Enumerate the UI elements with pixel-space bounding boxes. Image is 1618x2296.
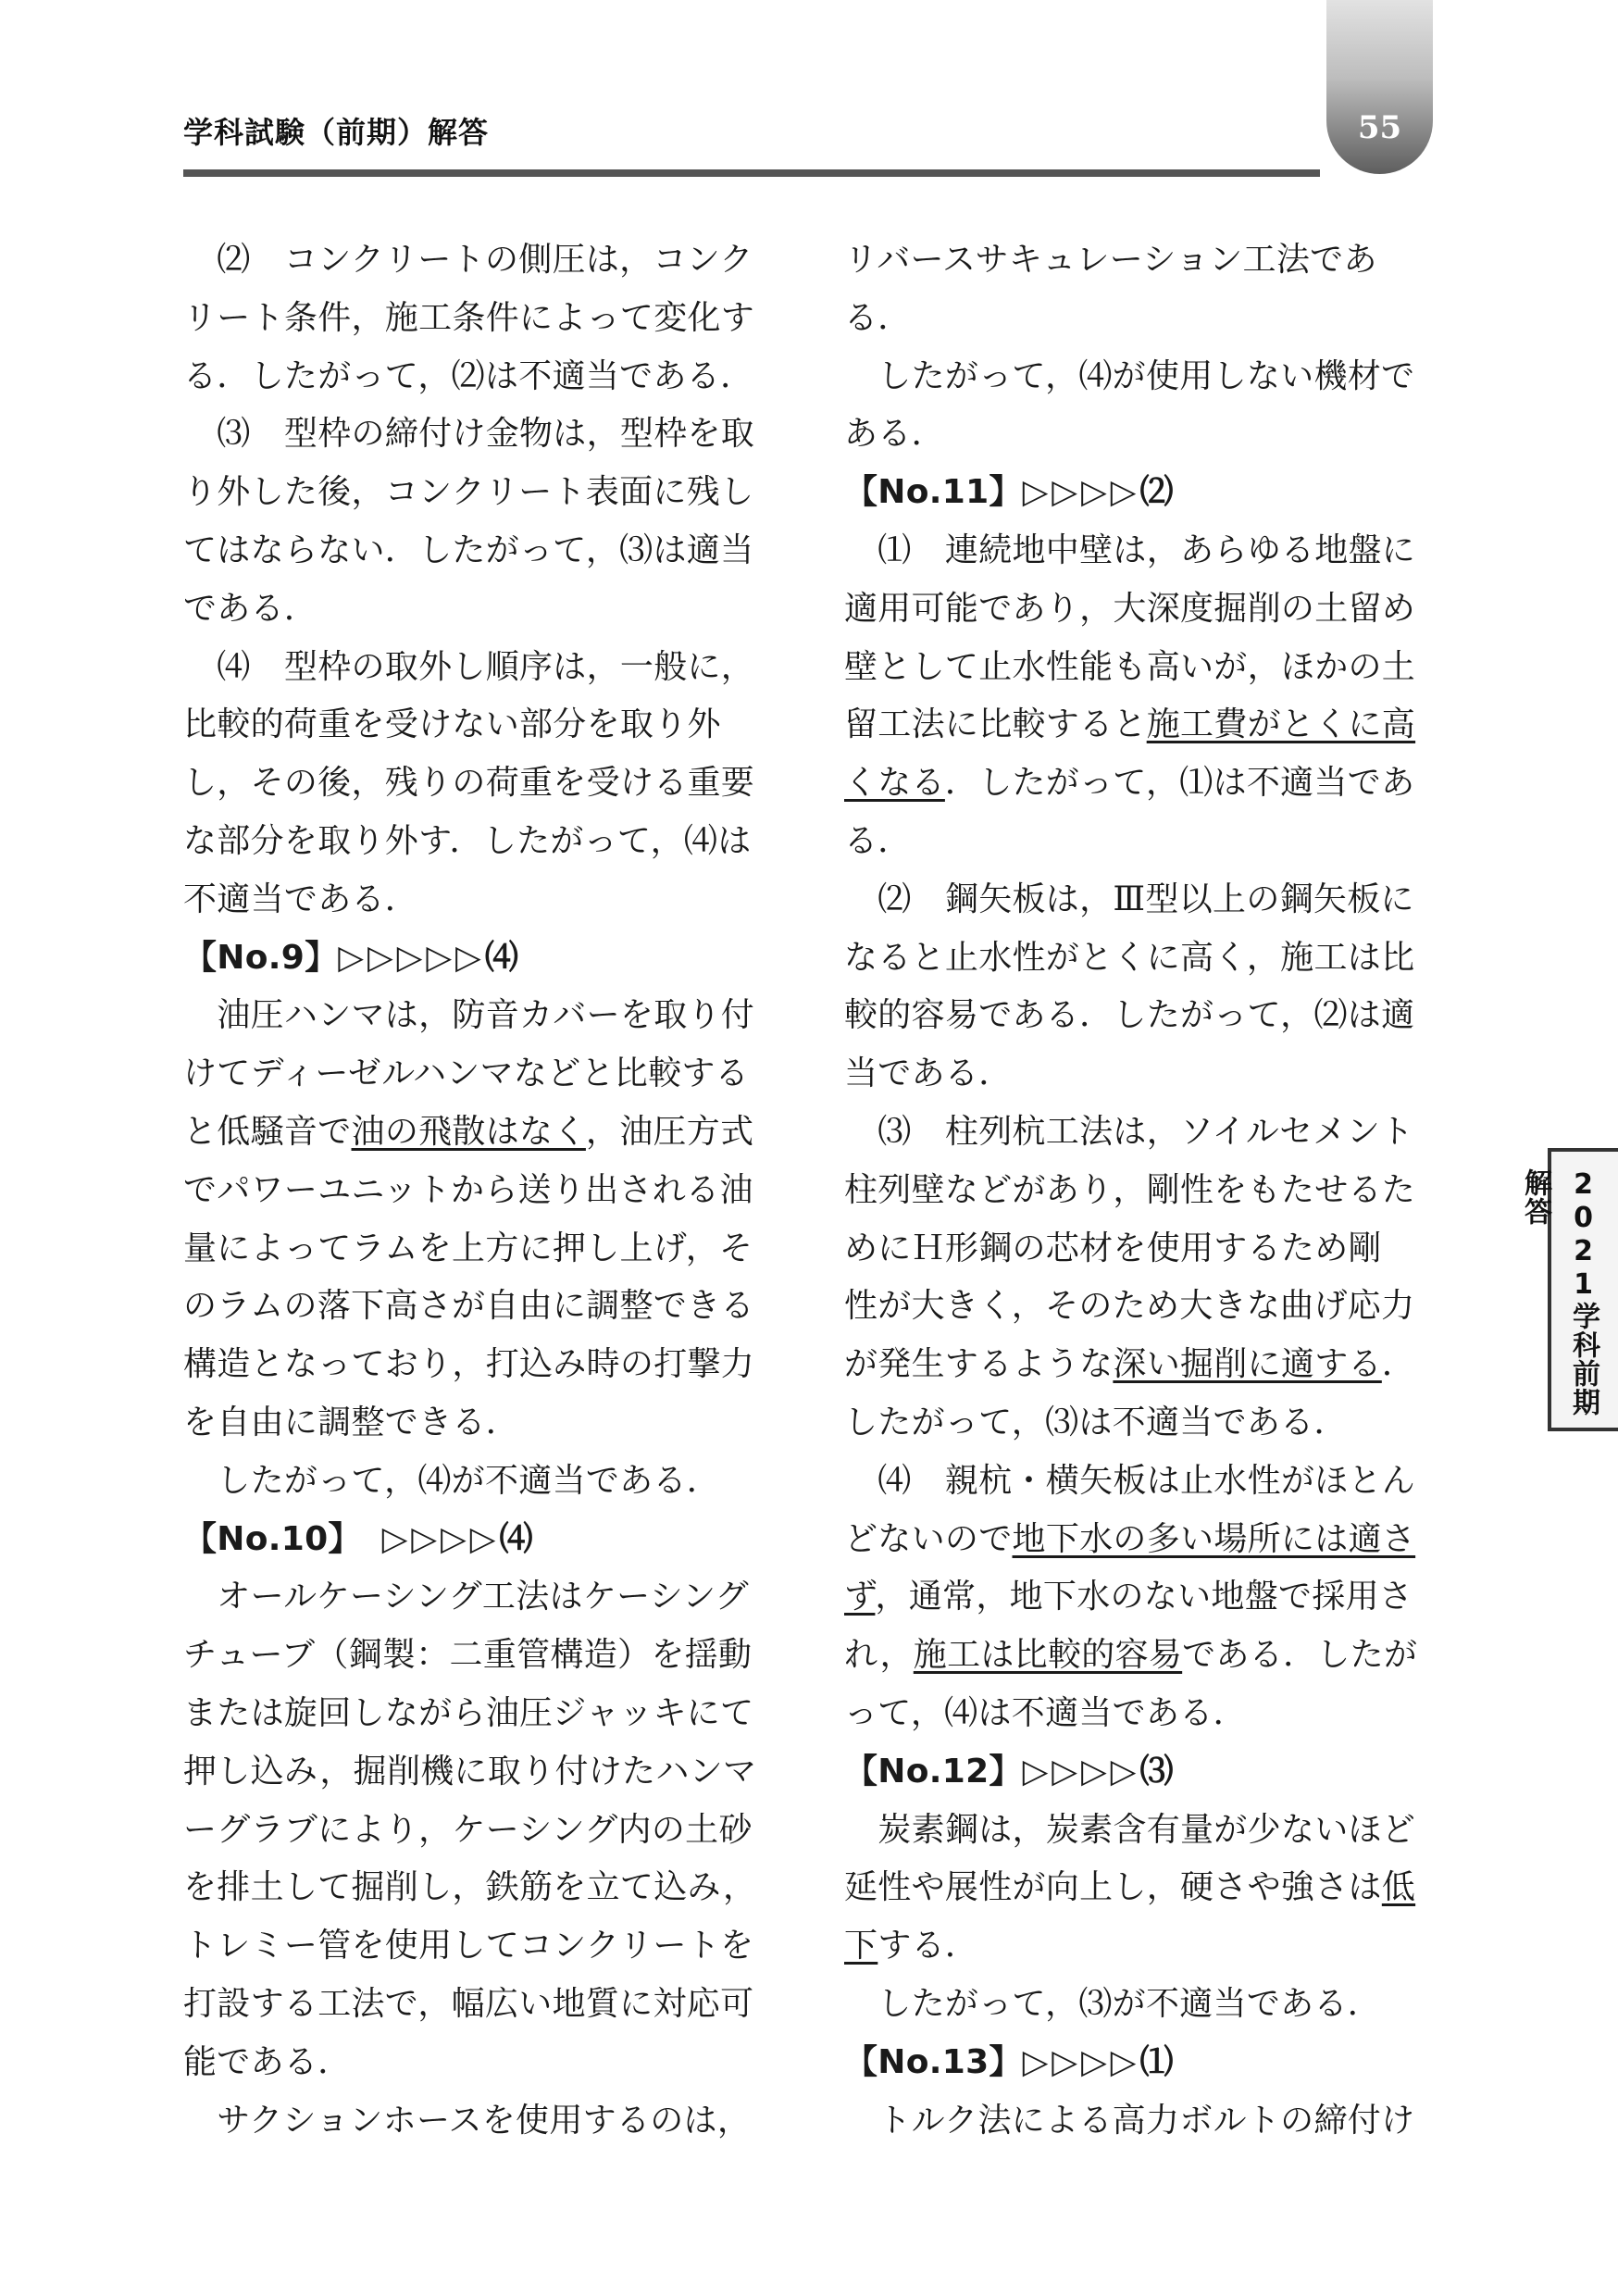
text-run: チューブ（鋼製：二重管構造）を揺動 xyxy=(183,1636,753,1675)
text-run: ，油圧方式 xyxy=(585,1112,754,1151)
right-text-column xyxy=(844,231,1437,2150)
text-run: 比較的荷重を受けない部分を取り外 xyxy=(183,705,721,744)
text-run: てはならない．したがって，⑶は適当 xyxy=(183,530,754,569)
text-line xyxy=(183,464,776,522)
text-run: れ， xyxy=(844,1636,914,1675)
text-run: る．したがって，⑵は不適当である． xyxy=(183,356,754,395)
text-run: 打設する工法で，幅広い地質に対応可 xyxy=(183,1984,754,2023)
underlined-text: ず xyxy=(844,1578,876,1616)
text-line xyxy=(844,1162,1437,1220)
underlined-text: 油の飛散はなく xyxy=(351,1112,586,1151)
text-run: 当である． xyxy=(844,1054,1013,1093)
text-line xyxy=(844,580,1437,639)
text-line xyxy=(844,290,1437,348)
text-line xyxy=(183,1278,776,1336)
text-run: って，⑷は不適当である． xyxy=(844,1693,1247,1732)
text-line xyxy=(844,1627,1437,1685)
text-line xyxy=(844,2034,1437,2092)
page-number: 55 xyxy=(1357,109,1402,146)
text-run: ，通常，地下水のない地盤で採用さ xyxy=(875,1578,1413,1616)
text-run: 押し込み，掘削機に取り付けたハンマ xyxy=(183,1752,757,1791)
text-line xyxy=(183,1453,776,1511)
text-line xyxy=(183,1568,776,1627)
text-run: ⑶ 柱列杭工法は，ソイルセメント xyxy=(844,1112,1414,1151)
question-number: ⑶ xyxy=(1139,1752,1174,1791)
text-run: ⑵ コンクリートの側圧は，コンク xyxy=(183,241,753,279)
text-run: を排土して掘削し，鉄筋を立て込み， xyxy=(183,1868,757,1907)
text-run: 較的容易である．したがって，⑵は適 xyxy=(844,996,1415,1035)
text-line xyxy=(183,930,776,988)
answer-arrows: ▷▷▷▷▷ xyxy=(338,938,485,977)
text-line xyxy=(844,639,1437,697)
text-line xyxy=(183,1045,776,1104)
text-line xyxy=(183,2034,776,2092)
text-line xyxy=(844,1511,1437,1569)
text-run: オールケーシング工法はケーシング xyxy=(183,1578,749,1616)
text-run: な部分を取り外す．したがって，⑷は xyxy=(183,821,752,860)
text-line xyxy=(844,696,1437,755)
underlined-text: 深い掘削に適する xyxy=(1113,1345,1382,1384)
text-run: である． xyxy=(183,589,318,628)
text-run: リバースサキュレーション工法であ xyxy=(844,241,1377,279)
question-number: ⑵ xyxy=(1139,473,1174,512)
text-run: リート条件，施工条件によって変化す xyxy=(183,298,755,337)
text-run: 留工法に比較すると xyxy=(844,705,1147,744)
text-line xyxy=(183,813,776,871)
text-run: めにＨ形鋼の芯材を使用するため剛 xyxy=(844,1229,1382,1267)
answer-arrows: ▷▷▷▷ xyxy=(1022,2042,1140,2081)
text-line xyxy=(844,1394,1437,1453)
text-line xyxy=(183,1336,776,1394)
text-line xyxy=(183,696,776,755)
text-line xyxy=(183,639,776,697)
text-run: のラムの落下高さが自由に調整できる xyxy=(183,1287,754,1326)
text-line xyxy=(844,406,1437,464)
text-run: ． xyxy=(1381,1345,1416,1384)
underlined-text: くなる xyxy=(844,764,945,803)
text-line xyxy=(844,522,1437,580)
text-run: サクションホースを使用するのは， xyxy=(183,2101,752,2140)
answer-arrows: ▷▷▷▷ xyxy=(344,1519,500,1558)
text-run: ⑷ 型枠の取外し順序は，一般に， xyxy=(183,647,755,686)
text-line xyxy=(844,1743,1437,1802)
page-number-tab xyxy=(1326,0,1433,174)
text-line xyxy=(844,871,1437,930)
text-run: したがって，⑷が使用しない機材で xyxy=(844,356,1415,395)
text-run: ⑵ 鋼矢板は，Ⅲ型以上の鋼矢板に xyxy=(844,880,1414,918)
side-index-tab xyxy=(1519,1148,1618,1431)
question-number: 【No.13】 xyxy=(844,2042,1023,2081)
text-line xyxy=(844,1104,1437,1162)
text-run: が発生するような xyxy=(844,1345,1114,1384)
text-line xyxy=(183,231,776,290)
text-run: ーグラブにより，ケーシング内の土砂 xyxy=(183,1810,753,1849)
text-line xyxy=(183,290,776,348)
text-run: ．したがって，⑴は不適当であ xyxy=(944,764,1415,803)
text-line xyxy=(183,1511,776,1569)
text-line xyxy=(183,1917,776,1976)
text-run: 壁として止水性能も高いが，ほかの土 xyxy=(844,647,1416,686)
text-line xyxy=(183,1976,776,2034)
text-line xyxy=(844,2092,1437,2151)
left-text-column xyxy=(183,231,776,2150)
text-line xyxy=(844,930,1437,988)
text-line xyxy=(844,1685,1437,1743)
text-run: したがって，⑶が不適当である． xyxy=(844,1984,1382,2023)
text-line xyxy=(844,1802,1437,1860)
question-number: ⑴ xyxy=(1139,2042,1174,2081)
text-line xyxy=(183,1743,776,1802)
text-line xyxy=(183,522,776,580)
text-line xyxy=(844,1917,1437,1976)
text-run: し，その後，残りの荷重を受ける重要 xyxy=(183,764,755,803)
underlined-text: 低 xyxy=(1381,1868,1416,1907)
underlined-text: 施工は比較的容易 xyxy=(913,1636,1183,1675)
text-line xyxy=(844,813,1437,871)
text-line xyxy=(844,755,1437,813)
text-run: 柱列壁などがあり，剛性をもたせるた xyxy=(844,1170,1416,1209)
underlined-text: 下 xyxy=(844,1927,878,1965)
text-run: 延性や展性が向上し，硬さや強さは xyxy=(844,1868,1382,1907)
text-run: どないので xyxy=(844,1519,1013,1558)
text-run: る． xyxy=(844,298,912,337)
text-line xyxy=(183,1394,776,1453)
text-line xyxy=(844,1976,1437,2034)
answer-arrows: ▷▷▷▷ xyxy=(1022,1752,1140,1791)
text-run: トルク法による高力ボルトの締付け xyxy=(844,2101,1415,2140)
question-number: 【No.9】 xyxy=(183,938,339,977)
text-line xyxy=(183,406,776,464)
text-run: または旋回しながら油圧ジャッキにて xyxy=(183,1693,754,1732)
text-line xyxy=(844,1045,1437,1104)
text-run: 不適当である． xyxy=(183,880,419,918)
text-line xyxy=(183,1802,776,1860)
text-run: 性が大きく，そのため大きな曲げ応力 xyxy=(844,1287,1415,1326)
running-header-title: 学科試験（前期）解答 xyxy=(183,115,490,150)
question-number: ⑷ xyxy=(484,938,519,977)
question-number: 【No.12】 xyxy=(844,1752,1023,1791)
text-line xyxy=(844,348,1437,406)
text-run: トレミー管を使用してコンクリートを xyxy=(183,1927,754,1965)
text-line xyxy=(844,1220,1437,1279)
text-line xyxy=(183,871,776,930)
text-run: を自由に調整できる． xyxy=(183,1403,520,1441)
text-line xyxy=(844,1568,1437,1627)
text-line xyxy=(183,1162,776,1220)
text-line xyxy=(183,755,776,813)
text-line xyxy=(844,1859,1437,1917)
text-run: ⑷ 親杭・横矢板は止水性がほとん xyxy=(844,1461,1416,1500)
text-line xyxy=(183,1685,776,1743)
text-line xyxy=(183,1859,776,1917)
text-run: したがって，⑶は不適当である． xyxy=(844,1403,1348,1441)
text-line xyxy=(183,1627,776,1685)
text-run: ⑴ 連続地中壁は，あらゆる地盤に xyxy=(844,530,1416,569)
text-run: けてディーゼルハンマなどと比較する xyxy=(183,1054,749,1093)
side-index-label: 2021学科前期解答 xyxy=(1519,1168,1599,1416)
text-run: る． xyxy=(844,821,912,860)
text-run: する． xyxy=(877,1927,979,1965)
text-line xyxy=(844,231,1437,290)
text-run: 油圧ハンマは，防音カバーを取り付 xyxy=(183,996,755,1035)
text-run: 構造となっており，打込み時の打撃力 xyxy=(183,1345,755,1384)
text-run: 炭素鋼は，炭素含有量が少ないほど xyxy=(844,1810,1416,1849)
question-number: 【No.10】 xyxy=(183,1519,345,1558)
text-line xyxy=(844,1278,1437,1336)
question-number: ⑷ xyxy=(499,1519,533,1558)
text-run: でパワーユニットから送り出される油 xyxy=(183,1170,753,1209)
text-run: ある． xyxy=(844,415,945,454)
text-run: 適用可能であり，大深度掘削の土留め xyxy=(844,589,1416,628)
text-line xyxy=(844,464,1437,522)
text-line xyxy=(844,1453,1437,1511)
text-run: り外した後，コンクリート表面に残し xyxy=(183,473,754,512)
text-line xyxy=(844,1336,1437,1394)
underlined-text: 地下水の多い場所には適さ xyxy=(1012,1519,1416,1558)
text-run: と低騒音で xyxy=(183,1112,352,1151)
text-run: 量によってラムを上方に押し上げ，そ xyxy=(183,1229,753,1267)
text-run: である．したが xyxy=(1182,1636,1418,1675)
text-line xyxy=(183,2092,776,2151)
underlined-text: 施工費がとくに高 xyxy=(1146,705,1416,744)
text-line xyxy=(183,348,776,406)
text-run: ⑶ 型枠の締付け金物は，型枠を取 xyxy=(183,415,755,454)
text-line xyxy=(183,580,776,639)
answer-arrows: ▷▷▷▷ xyxy=(1022,473,1140,512)
text-run: したがって，⑷が不適当である． xyxy=(183,1461,721,1500)
header-rule xyxy=(183,169,1320,177)
question-number: 【No.11】 xyxy=(844,473,1023,512)
text-line xyxy=(183,1220,776,1279)
text-line xyxy=(844,987,1437,1045)
text-run: なると止水性がとくに高く，施工は比 xyxy=(844,938,1415,977)
text-line xyxy=(183,987,776,1045)
text-run: 能である． xyxy=(183,2042,352,2081)
text-line xyxy=(183,1104,776,1162)
